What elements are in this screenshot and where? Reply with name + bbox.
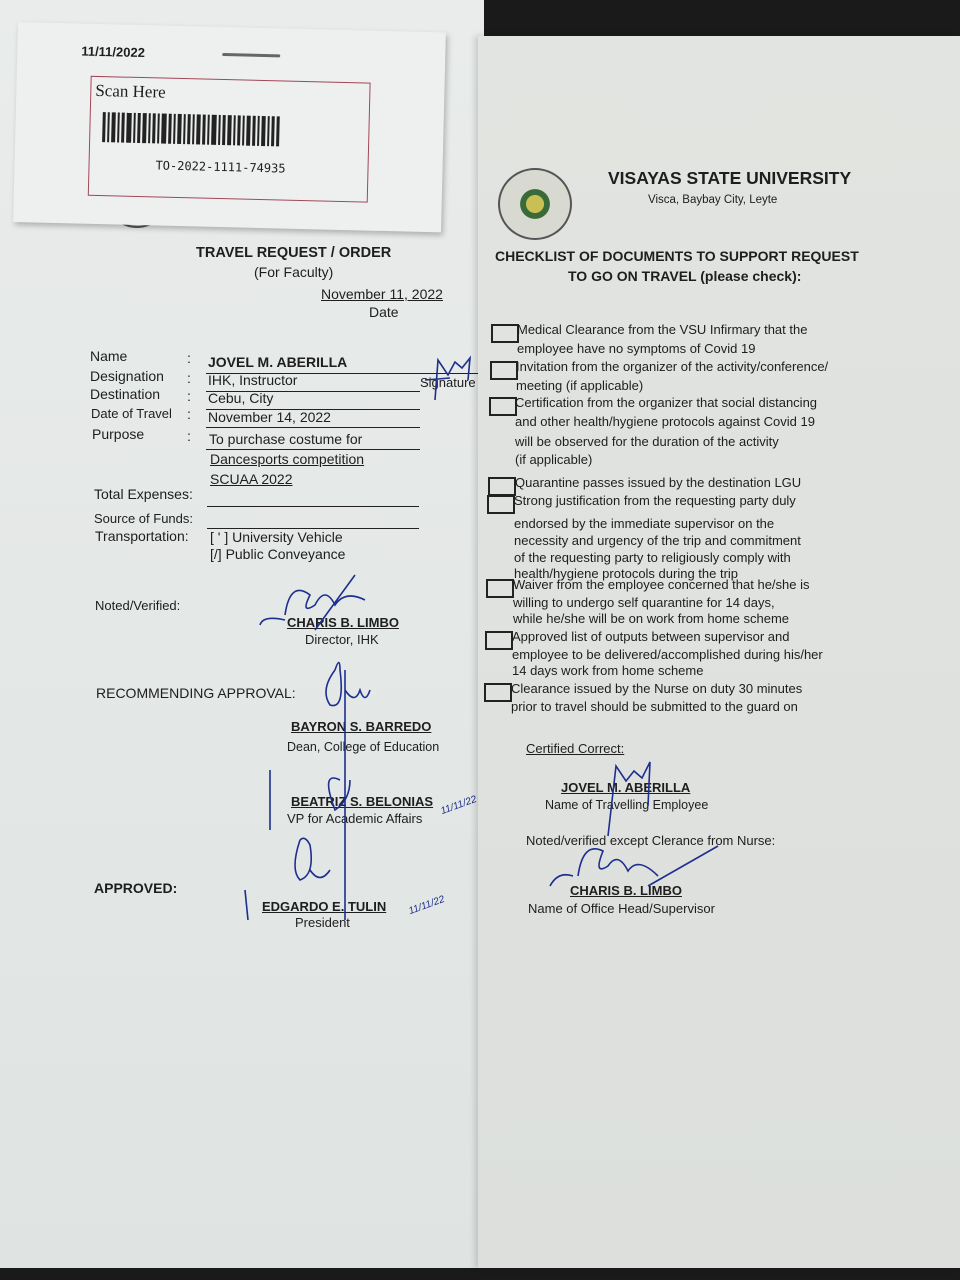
slip-date: 11/11/2022 <box>81 43 146 61</box>
approver-title: President <box>295 915 350 930</box>
barcode <box>102 112 343 148</box>
designation-label: Designation <box>90 368 164 384</box>
checklist-checkbox[interactable] <box>488 477 516 496</box>
purpose-value-3: SCUAA 2022 <box>210 471 293 487</box>
name-value: JOVEL M. ABERILLA <box>208 354 348 370</box>
checklist-checkbox[interactable] <box>490 361 518 380</box>
signature-scribble <box>255 575 375 635</box>
noted-except-label: Noted/verified except Clerance from Nurse: <box>526 833 776 848</box>
total-expenses-label: Total Expenses: <box>94 486 193 502</box>
form-subtitle: (For Faculty) <box>254 264 334 280</box>
certified-correct-label: Certified Correct: <box>526 741 625 756</box>
office-head-name: CHARIS B. LIMBO <box>570 883 682 898</box>
checklist-item-text: Strong justification from the requesting party duly <box>514 493 796 508</box>
destination-value: Cebu, City <box>208 390 274 406</box>
recommender-2-date-note: 11/11/22 <box>439 793 479 818</box>
form-title: TRAVEL REQUEST / ORDER <box>196 245 392 261</box>
recommender-2-name: BEATRIZ S. BELONIAS <box>291 794 434 809</box>
designation-value: IHK, Instructor <box>208 372 298 388</box>
checklist-checkbox[interactable] <box>486 579 514 598</box>
university-seal <box>498 168 572 240</box>
university-name: VISAYAS STATE UNIVERSITY <box>608 168 852 188</box>
certified-title: Name of Travelling Employee <box>545 798 709 812</box>
checklist-item-text: meeting (if applicable) <box>516 378 644 393</box>
checklist-item-text: willing to undergo self quarantine for 14 days, <box>513 595 775 610</box>
checklist-item-text: employee to be delivered/accomplished during his/her <box>512 647 823 662</box>
checklist-checkbox[interactable] <box>484 683 512 702</box>
checklist-item-text: Clearance issued by the Nurse on duty 30 minutes <box>511 681 803 696</box>
checklist-item-text: (if applicable) <box>515 452 593 467</box>
transport-option-university-vehicle: [ ' ] University Vehicle <box>210 529 343 545</box>
checklist-checkbox[interactable] <box>485 631 513 650</box>
scan-here-label: Scan Here <box>95 80 166 102</box>
destination-label: Destination <box>90 386 161 402</box>
checklist-item-text: Certification from the organizer that social distancing <box>515 395 818 410</box>
checklist-item-text: Approved list of outputs between supervisor and <box>512 629 790 644</box>
colon: : <box>187 350 191 366</box>
name-label: Name <box>90 348 128 364</box>
signature-scribble <box>588 756 668 846</box>
barcode-slip <box>13 22 446 232</box>
request-date: November 11, 2022 <box>321 286 443 302</box>
purpose-value-1: To purchase costume for <box>209 431 363 447</box>
recommender-1-name: BAYRON S. BARREDO <box>291 719 432 734</box>
checklist-title-2: TO GO ON TRAVEL (please check): <box>568 268 802 284</box>
recommending-approval-label: RECOMMENDING APPROVAL: <box>96 685 296 701</box>
checklist-item-text: and other health/hygiene protocols against Covid 19 <box>515 414 815 429</box>
checklist-item-text: prior to travel should be submitted to the guard on <box>511 699 798 714</box>
noted-verified-label: Noted/Verified: <box>95 598 181 613</box>
source-of-funds-label: Source of Funds: <box>94 511 193 526</box>
barcode-number: TO-2022-1111-74935 <box>155 158 286 176</box>
approver-date-note: 11/11/22 <box>407 893 447 918</box>
colon: : <box>187 388 191 404</box>
checklist-item-text: 14 days work from home scheme <box>512 663 704 678</box>
colon: : <box>187 428 191 444</box>
staple <box>222 53 280 57</box>
colon: : <box>187 406 191 422</box>
noted-name: CHARIS B. LIMBO <box>287 615 399 630</box>
transportation-label: Transportation: <box>95 528 189 544</box>
date-of-travel-label: Date of Travel <box>91 406 172 421</box>
purpose-label: Purpose <box>92 426 145 442</box>
checklist-item-text: Waiver from the employee concerned that he/she is <box>513 577 810 592</box>
date-of-travel-value: November 14, 2022 <box>208 409 331 425</box>
approved-label: APPROVED: <box>94 880 178 896</box>
signature-scribble <box>548 836 718 916</box>
checklist-item-text: necessity and urgency of the trip and commitment <box>514 533 801 548</box>
approver-name: EDGARDO E. TULIN <box>262 899 387 914</box>
noted-title: Director, IHK <box>305 632 379 647</box>
scan-box <box>88 76 371 203</box>
checklist-item-text: health/hygiene protocols during the trip <box>514 566 739 581</box>
signature-scribble <box>240 760 360 940</box>
checklist-item-text: Medical Clearance from the VSU Infirmary that the <box>517 322 808 337</box>
checklist-page <box>478 36 960 1268</box>
checklist-checkbox[interactable] <box>491 324 519 343</box>
checklist-item-text: endorsed by the immediate supervisor on the <box>514 516 775 531</box>
checklist-item-text: of the requesting party to religiously comply with <box>514 550 791 565</box>
checklist-title-1: CHECKLIST OF DOCUMENTS TO SUPPORT REQUEST <box>495 248 859 264</box>
colon: : <box>187 370 191 386</box>
transport-option-public-conveyance: [/] Public Conveyance <box>210 546 346 562</box>
checklist-item-text: while he/she will be on work from home scheme <box>513 611 790 626</box>
checklist-checkbox[interactable] <box>489 397 517 416</box>
checklist-item-text: will be observed for the duration of the activity <box>515 434 779 449</box>
university-address: Visca, Baybay City, Leyte <box>648 194 778 206</box>
certified-name: JOVEL M. ABERILLA <box>561 780 691 795</box>
checklist-item-text: Invitation from the organizer of the activity/conference/ <box>516 359 829 374</box>
office-head-title: Name of Office Head/Supervisor <box>528 901 715 916</box>
checklist-item-text: Quarantine passes issued by the destination LGU <box>515 475 802 490</box>
signature-scribble <box>420 350 480 410</box>
checklist-item-text: employee have no symptoms of Covid 19 <box>517 341 756 356</box>
recommender-2-title: VP for Academic Affairs <box>287 811 423 826</box>
recommender-1-title: Dean, College of Education <box>287 740 440 754</box>
date-label: Date <box>369 304 399 320</box>
purpose-value-2: Dancesports competition <box>210 451 365 467</box>
signature-label: Signature <box>420 375 476 390</box>
checklist-checkbox[interactable] <box>487 495 515 514</box>
